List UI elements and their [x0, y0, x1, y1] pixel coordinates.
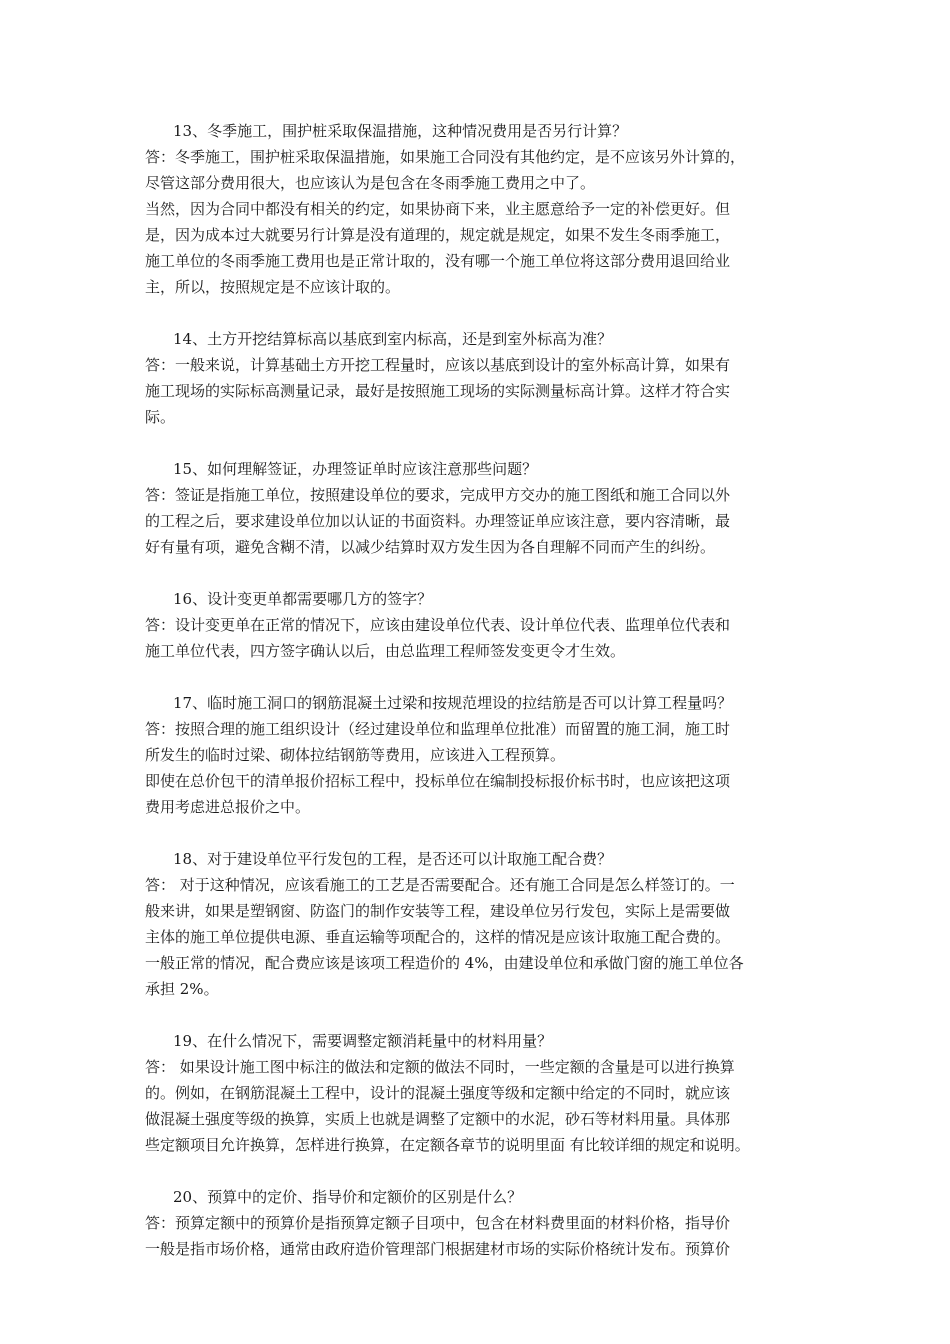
answer-text	[145, 872, 825, 1002]
question-heading: 13、冬季施工，围护桩采取保温措施，这种情况费用是否另行计算？	[173, 122, 628, 140]
answer-text	[145, 612, 825, 664]
question-heading: 19、在什么情况下，需要调整定额消耗量中的材料用量？	[173, 1032, 553, 1050]
qa-block	[145, 846, 825, 1002]
answer-text	[145, 1054, 825, 1158]
answer-text	[145, 716, 825, 820]
qa-block	[145, 1028, 825, 1158]
answer-line: 的。例如，在钢筋混凝土工程中，设计的混凝土强度等级和定额中给定的不同时，就应该	[145, 1084, 731, 1102]
qa-block	[145, 690, 825, 820]
question-heading: 16、设计变更单都需要哪几方的签字？	[173, 590, 433, 608]
answer-line: 际。	[145, 408, 176, 426]
qa-block	[145, 326, 825, 430]
question-heading: 20、预算中的定价、指导价和定额价的区别是什么？	[173, 1188, 523, 1206]
question-heading: 18、对于建设单位平行发包的工程，是否还可以计取施工配合费？	[173, 850, 613, 868]
answer-line: 主，所以，按照规定是不应该计取的。	[145, 278, 401, 296]
answer-line: 费用考虑进总报价之中。	[145, 798, 311, 816]
answer-line: 施工单位代表，四方签字确认以后，由总监理工程师签发变更令才生效。	[145, 642, 626, 660]
answer-line: 所发生的临时过梁、砌体拉结钢筋等费用，应该进入工程预算。	[145, 746, 566, 764]
answer-text	[145, 482, 825, 560]
answer-line: 一般是指市场价格，通常由政府造价管理部门根据建材市场的实际价格统计发布。预算价	[145, 1240, 731, 1258]
answer-line: 是，因为成本过大就要另行计算是没有道理的，规定就是规定，如果不发生冬雨季施工，	[145, 226, 731, 244]
answer-line: 答：一般来说，计算基础土方开挖工程量时，应该以基底到设计的室外标高计算，如果有	[145, 356, 731, 374]
answer-line: 好有量有项，避免含糊不清，以减少结算时双方发生因为各自理解不同而产生的纠纷。	[145, 538, 716, 556]
answer-line: 施工现场的实际标高测量记录，最好是按照施工现场的实际测量标高计算。这样才符合实	[145, 382, 731, 400]
answer-text	[145, 144, 825, 300]
answer-line: 承担 2%。	[145, 980, 219, 998]
qa-block	[145, 456, 825, 560]
answer-line: 施工单位的冬雨季施工费用也是正常计取的，没有哪一个施工单位将这部分费用退回给业	[145, 252, 731, 270]
question-heading: 15、如何理解签证，办理签证单时应该注意那些问题？	[173, 460, 538, 478]
answer-line: 些定额项目允许换算，怎样进行换算，在定额各章节的说明里面 有比较详细的规定和说明。	[145, 1136, 750, 1154]
answer-text	[145, 352, 825, 430]
answer-line: 答：设计变更单在正常的情况下，应该由建设单位代表、设计单位代表、监理单位代表和	[145, 616, 731, 634]
document-body	[145, 118, 825, 1288]
answer-line: 做混凝土强度等级的换算，实质上也就是调整了定额中的水泥，砂石等材料用量。具体那	[145, 1110, 731, 1128]
answer-line: 答： 对于这种情况，应该看施工的工艺是否需要配合。还有施工合同是怎么样签订的。一	[145, 876, 735, 894]
qa-block	[145, 586, 825, 664]
answer-line: 当然，因为合同中都没有相关的约定，如果协商下来，业主愿意给予一定的补偿更好。但	[145, 200, 731, 218]
answer-line: 一般正常的情况，配合费应该是该项工程造价的 4%，由建设单位和承做门窗的施工单位各	[145, 954, 744, 972]
answer-line: 答：预算定额中的预算价是指预算定额子目项中，包含在材料费里面的材料价格，指导价	[145, 1214, 731, 1232]
answer-line: 答：按照合理的施工组织设计（经过建设单位和监理单位批准）而留置的施工洞，施工时	[145, 720, 731, 738]
answer-line: 的工程之后，要求建设单位加以认证的书面资料。办理签证单应该注意，要内容清晰，最	[145, 512, 731, 530]
answer-line: 主体的施工单位提供电源、垂直运输等项配合的，这样的情况是应该计取施工配合费的。	[145, 928, 731, 946]
answer-line: 即使在总价包干的清单报价招标工程中，投标单位在编制投标报价标书时，也应该把这项	[145, 772, 731, 790]
answer-line: 尽管这部分费用很大，也应该认为是包含在冬雨季施工费用之中了。	[145, 174, 596, 192]
answer-text	[145, 1210, 825, 1262]
answer-line: 答：签证是指施工单位，按照建设单位的要求，完成甲方交办的施工图纸和施工合同以外	[145, 486, 731, 504]
answer-line: 答：冬季施工，围护桩采取保温措施，如果施工合同没有其他约定，是不应该另外计算的，	[145, 148, 746, 166]
answer-line: 般来讲，如果是塑钢窗、防盗门的制作安装等工程，建设单位另行发包，实际上是需要做	[145, 902, 731, 920]
qa-block	[145, 1184, 825, 1262]
question-heading: 17、临时施工洞口的钢筋混凝土过梁和按规范埋设的拉结筋是否可以计算工程量吗？	[173, 694, 733, 712]
qa-block	[145, 118, 825, 300]
answer-line: 答： 如果设计施工图中标注的做法和定额的做法不同时，一些定额的含量是可以进行换算	[145, 1058, 735, 1076]
question-heading: 14、土方开挖结算标高以基底到室内标高，还是到室外标高为准？	[173, 330, 613, 348]
